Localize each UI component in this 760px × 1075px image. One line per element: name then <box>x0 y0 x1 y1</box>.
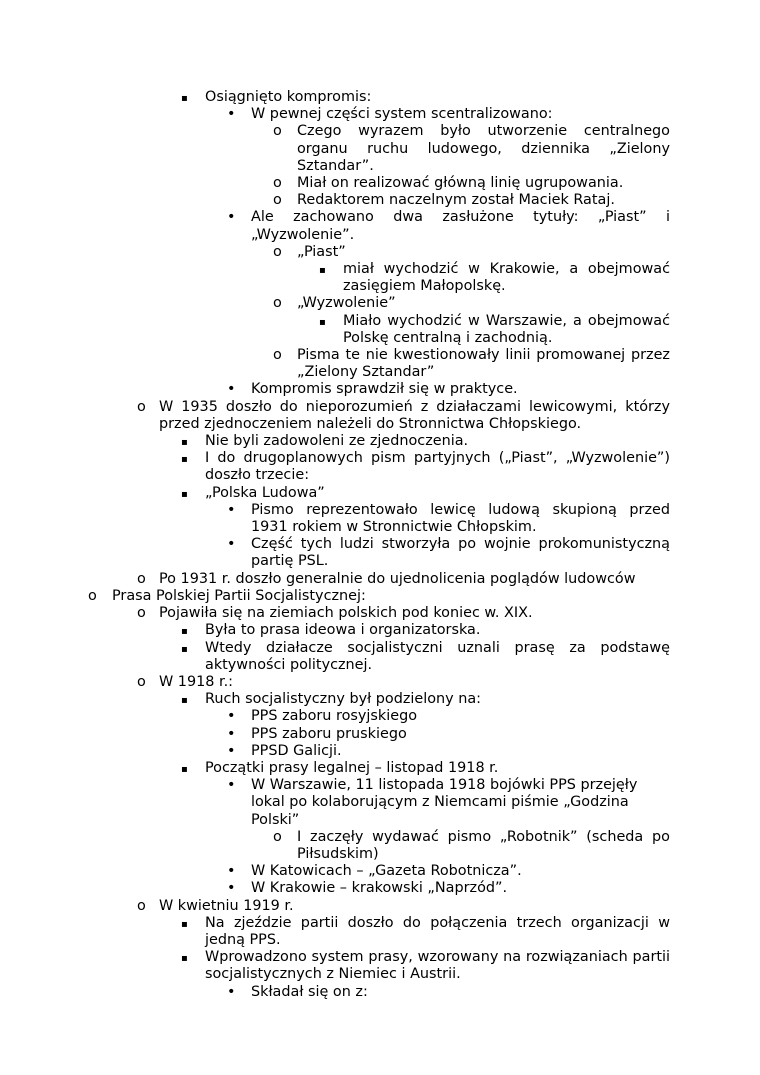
list-item: ▪ Miało wychodzić w Warszawie, a obejmować Polskę centralną i zachodnią. <box>319 312 670 346</box>
list-item: ▪ miał wychodzić w Krakowie, a obejmować zasięgiem Małopolskę. <box>319 261 670 295</box>
circle-bullet-icon: o <box>273 175 282 192</box>
list-item: • W Katowicach – „Gazeta Robotnicza”. <box>227 863 522 880</box>
list-item: • Ale zachowano dwa zasłużone tytuły: „Piast” i „Wyzwolenie”. <box>227 209 670 243</box>
circle-bullet-icon: o <box>137 673 146 690</box>
list-item: ▪ Nie byli zadowoleni ze zjednoczenia. <box>205 433 670 450</box>
dot-bullet-icon: • <box>227 880 236 897</box>
circle-bullet-icon: o <box>137 897 146 914</box>
list-item: o Czego wyrazem było utworzenie centralnego organu ruchu ludowego, dziennika „Zielony Sztandar”. <box>273 123 670 174</box>
square-bullet-icon: ▪ <box>181 918 188 930</box>
circle-bullet-icon: o <box>137 570 146 587</box>
dot-bullet-icon: • <box>227 209 236 226</box>
square-bullet-icon: ▪ <box>181 626 188 638</box>
list-item: o W kwietniu 1919 r. <box>137 897 294 914</box>
list-item: o I zaczęły wydawać pismo „Robotnik” (scheda po Piłsudskim) <box>273 828 670 862</box>
dot-bullet-icon: • <box>227 501 236 518</box>
list-item: ▪ I do drugoplanowych pism partyjnych („Piast”, „Wyzwolenie”) doszło trzecie: <box>181 450 670 484</box>
circle-bullet-icon: o <box>273 295 282 312</box>
square-bullet-icon: ▪ <box>181 488 188 500</box>
list-item: o Miał on realizować główną linię ugrupowania. <box>273 175 624 192</box>
list-item: ▪ Wprowadzono system prasy, wzorowany na rozwiązaniach partii socjalistycznych z Niemiec i Austrii. <box>181 949 670 983</box>
square-bullet-icon: ▪ <box>181 437 188 449</box>
circle-bullet-icon: o <box>137 605 146 622</box>
list-item: ▪ „Polska Ludowa” <box>205 485 670 502</box>
list-item: • Kompromis sprawdził się w praktyce. <box>227 381 518 398</box>
circle-bullet-icon: o <box>273 828 282 845</box>
dot-bullet-icon: • <box>227 742 236 759</box>
dot-bullet-icon: • <box>227 983 236 1000</box>
outline-list <box>0 89 760 1001</box>
list-item: o W 1935 doszło do nieporozumień z działaczami lewicowymi, którzy przed zjednoczeniem należeli do Stronnictwa Chłopskiego. <box>137 398 670 432</box>
circle-bullet-icon: o <box>273 192 282 209</box>
list-item: ▪ Wtedy działacze socjalistyczni uznali prasę za podstawę aktywności politycznej. <box>181 639 670 673</box>
list-item: ▪ Była to prasa ideowa i organizatorska. <box>205 622 670 639</box>
list-item: • Część tych ludzi stworzyła po wojnie prokomunistyczną partię PSL. <box>227 536 670 570</box>
list-item: o Prasa Polskiej Partii Socjalistycznej: <box>88 587 366 604</box>
list-item: o Redaktorem naczelnym został Maciek Rataj. <box>273 192 615 209</box>
list-item: ▪ Ruch socjalistyczny był podzielony na: <box>205 691 670 708</box>
list-item: • PPS zaboru rosyjskiego <box>227 708 418 725</box>
list-item: o „Wyzwolenie” <box>273 295 396 312</box>
circle-bullet-icon: o <box>273 123 282 140</box>
list-item: • W Krakowie – krakowski „Naprzód”. <box>227 880 508 897</box>
list-item: • W pewnej części system scentralizowano: <box>227 106 553 123</box>
circle-bullet-icon: o <box>88 587 97 604</box>
list-item: o Po 1931 r. doszło generalnie do ujednolicenia poglądów ludowców <box>137 570 636 587</box>
dot-bullet-icon: • <box>227 777 236 794</box>
dot-bullet-icon: • <box>227 708 236 725</box>
square-bullet-icon: ▪ <box>181 695 188 707</box>
square-bullet-icon: ▪ <box>181 93 188 104</box>
dot-bullet-icon: • <box>227 381 236 398</box>
circle-bullet-icon: o <box>137 398 146 415</box>
list-item: • PPS zaboru pruskiego <box>227 725 407 742</box>
square-bullet-icon: ▪ <box>319 265 326 277</box>
list-item: o „Piast” <box>273 243 346 260</box>
dot-bullet-icon: • <box>227 725 236 742</box>
square-bullet-icon: ▪ <box>181 953 188 965</box>
circle-bullet-icon: o <box>273 347 282 364</box>
list-item: • PPSD Galicji. <box>227 742 342 759</box>
list-item: o W 1918 r.: <box>137 673 234 690</box>
square-bullet-icon: ▪ <box>181 454 188 466</box>
square-bullet-icon: ▪ <box>319 316 326 328</box>
square-bullet-icon: ▪ <box>181 763 188 775</box>
list-item: • W Warszawie, 11 listopada 1918 bojówki PPS przejęły lokal po kolaborującym z Niemcami piśmie „Godzina Polski” <box>227 777 638 828</box>
list-item: o Pojawiła się na ziemiach polskich pod koniec w. XIX. <box>137 605 533 622</box>
list-item: ▪ Początki prasy legalnej – listopad 1918 r. <box>205 760 670 777</box>
list-item: ▪ Osiągnięto kompromis: <box>205 89 670 106</box>
list-item: o Pisma te nie kwestionowały linii promowanej przez „Zielony Sztandar” <box>273 347 670 381</box>
dot-bullet-icon: • <box>227 106 236 123</box>
circle-bullet-icon: o <box>273 243 282 260</box>
square-bullet-icon: ▪ <box>181 643 188 655</box>
list-item: ▪ Na zjeździe partii doszło do połączenia trzech organizacji w jedną PPS. <box>181 914 670 948</box>
list-item: • Składał się on z: <box>227 983 368 1000</box>
dot-bullet-icon: • <box>227 863 236 880</box>
dot-bullet-icon: • <box>227 536 236 553</box>
list-item: • Pismo reprezentowało lewicę ludową skupioną przed 1931 rokiem w Stronnictwie Chłopskim. <box>227 501 670 536</box>
